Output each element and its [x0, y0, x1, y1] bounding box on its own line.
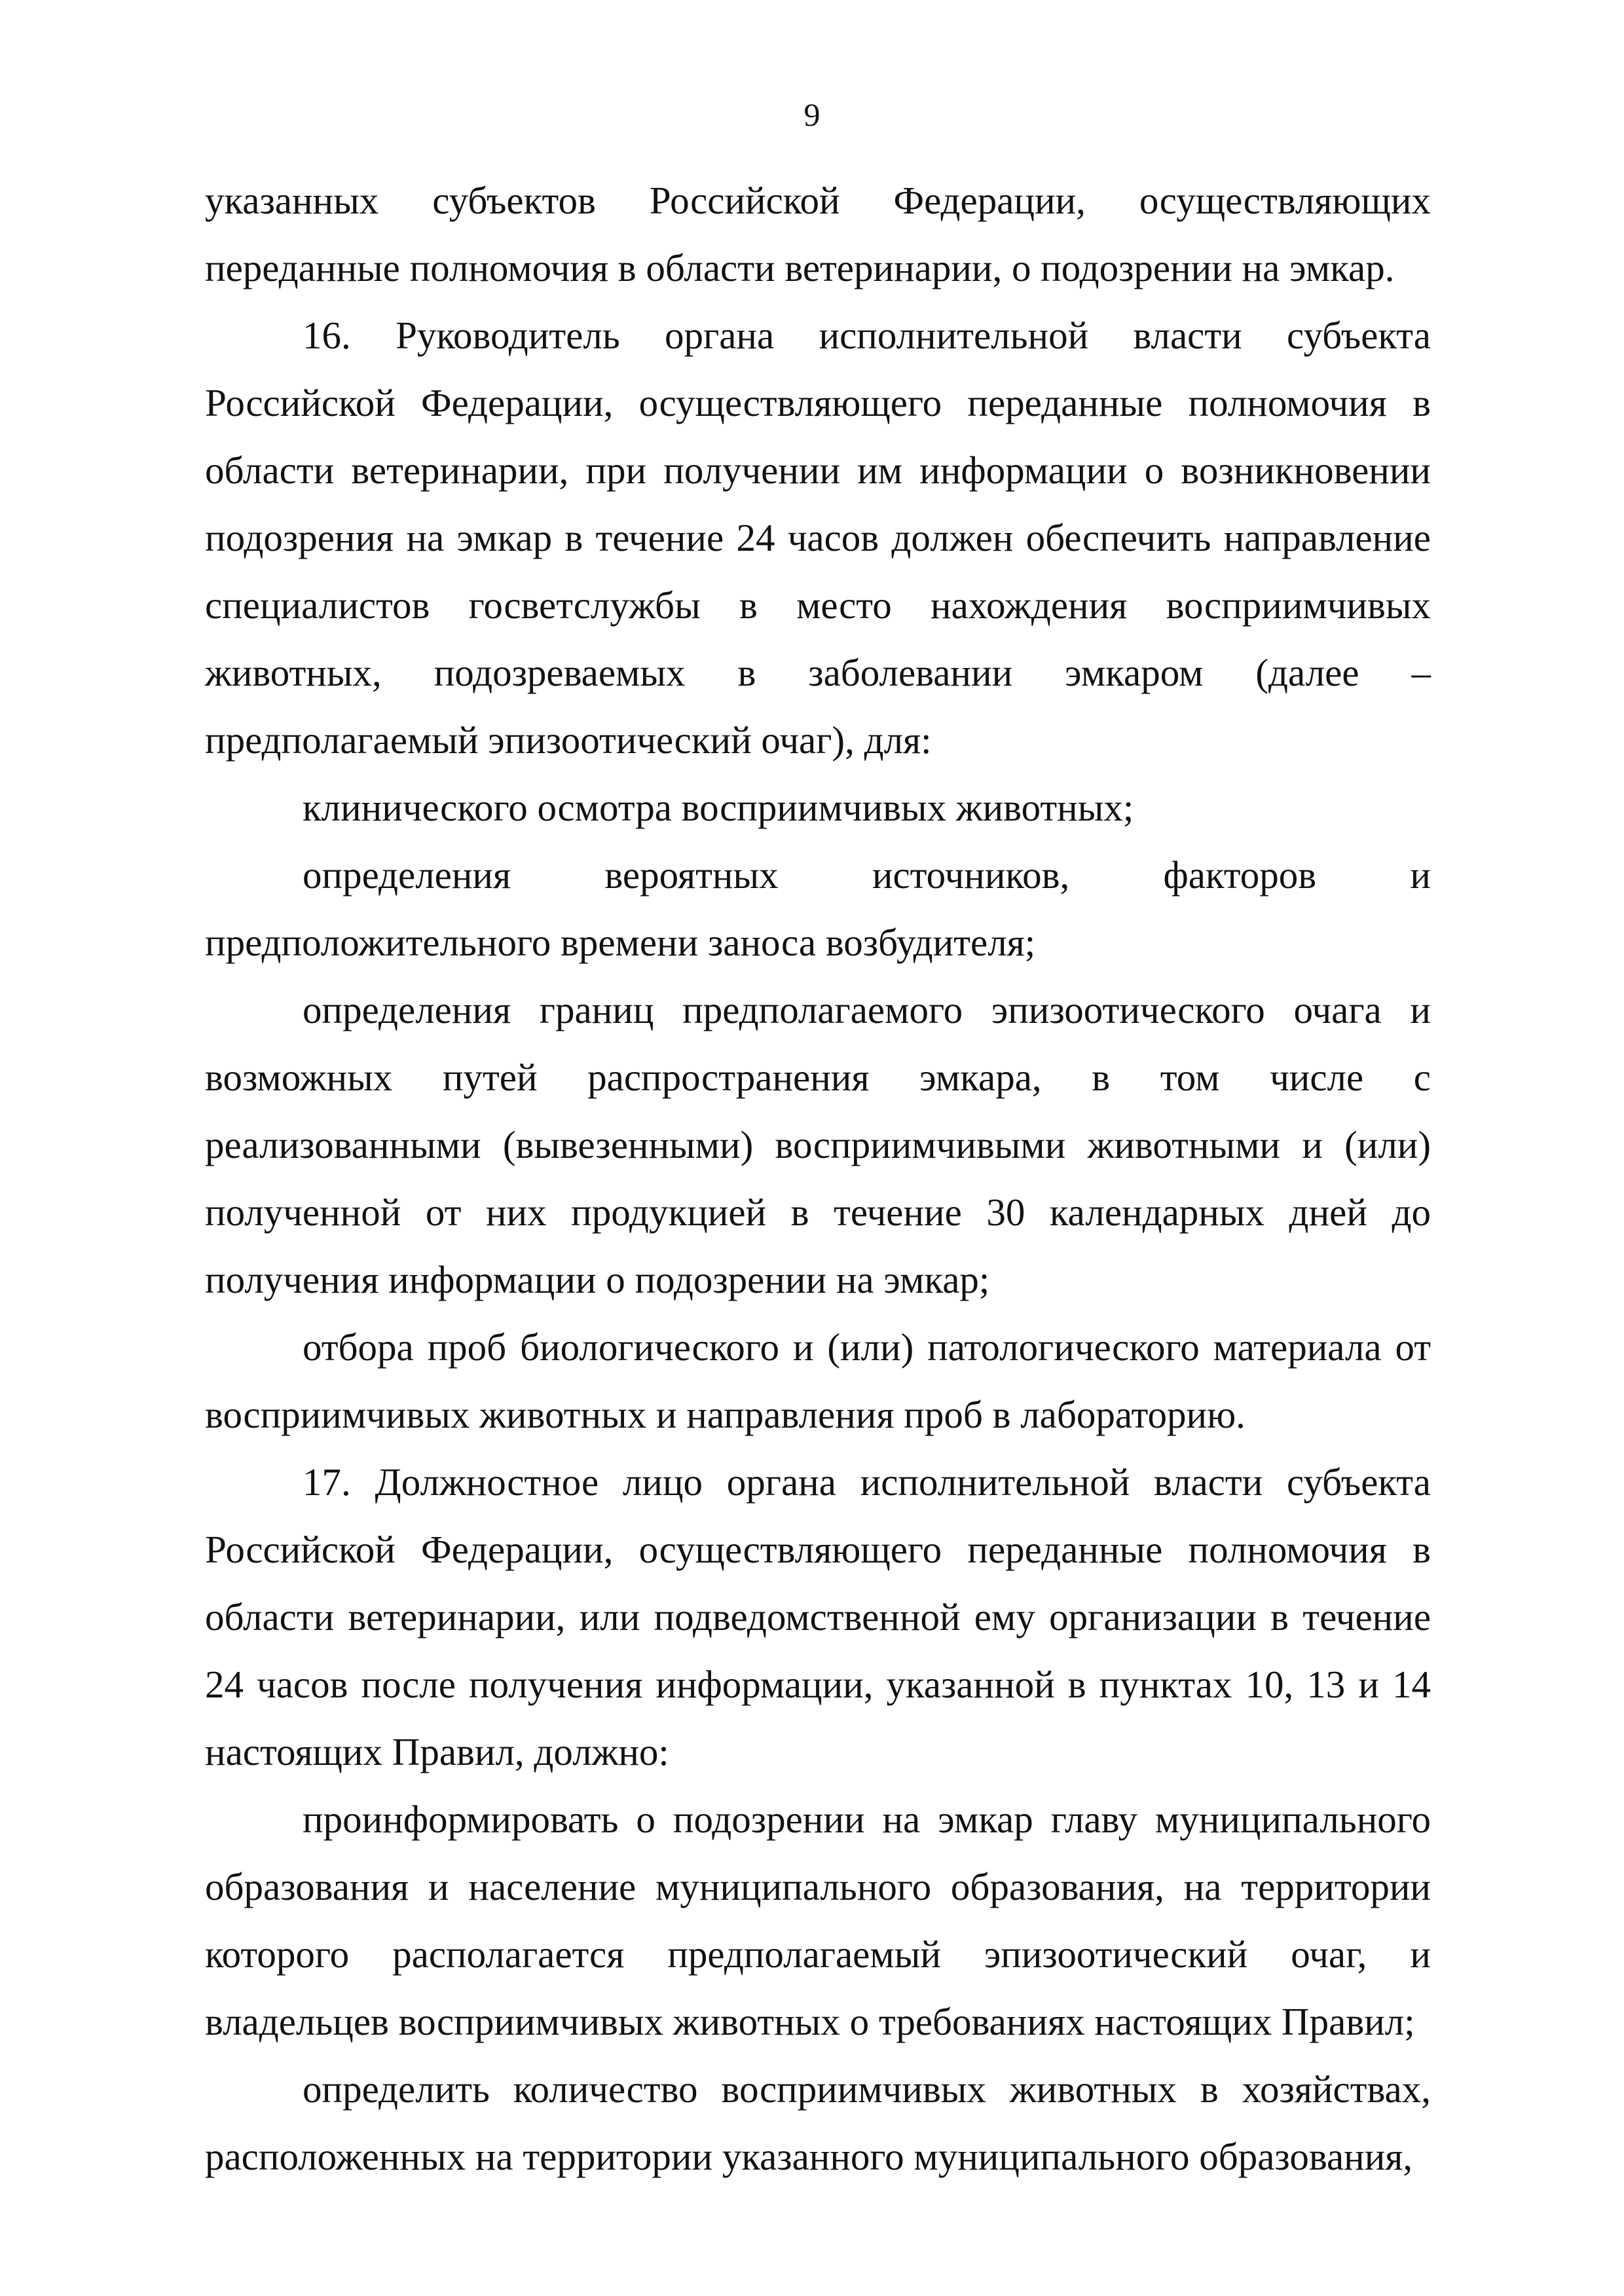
paragraph-borders-determination: определения границ предполагаемого эпизоотического очага и возможных путей распространения эмкара, в том числе с реализованными (вывезенными) восприимчивыми животными и (или) полученной от них продукцией в течение 30 календарных дней до получения информации о подозрении на эмкар;	[205, 988, 1431, 1301]
page-number: 9	[803, 96, 821, 133]
paragraph-item-17: 17. Должностное лицо органа исполнительной власти субъекта Российской Федерации, осуществляющего переданные полномочия в области ветеринарии, или подведомственной ему организации в течение 24 часов после получения информации, указанной в пунктах 10, 13 и 14 настоящих Правил, должно:	[205, 1460, 1431, 1773]
paragraph-inform: проинформировать о подозрении на эмкар главу муниципального образования и население муниципального образования, на территории которого располагается предполагаемый эпизоотический очаг, и владельцев восприимчивых животных о требованиях настоящих Правил;	[205, 1798, 1431, 2043]
document-body	[205, 167, 1431, 2191]
paragraph-sources-determination: определения вероятных источников, факторов и предположительного времени заноса возбудителя;	[205, 853, 1431, 964]
paragraph-continuation: указанных субъектов Российской Федерации, осуществляющих переданные полномочия в области ветеринарии, о подозрении на эмкар.	[205, 179, 1431, 289]
paragraph-count-animals: определить количество восприимчивых животных в хозяйствах, расположенных на территории указанного муниципального образования,	[205, 2067, 1431, 2178]
paragraph-clinical-inspection: клинического осмотра восприимчивых животных;	[303, 786, 1134, 829]
paragraph-item-16: 16. Руководитель органа исполнительной власти субъекта Российской Федерации, осуществляющего переданные полномочия в области ветеринарии, при получении им информации о возникновении подозрения на эмкар в течение 24 часов должен обеспечить направление специалистов госветслужбы в место нахождения восприимчивых животных, подозреваемых в заболевании эмкаром (далее – предполагаемый эпизоотический очаг), для:	[205, 314, 1431, 762]
paragraph-sampling: отбора проб биологического и (или) патологического материала от восприимчивых животных и направления проб в лабораторию.	[205, 1325, 1431, 1436]
